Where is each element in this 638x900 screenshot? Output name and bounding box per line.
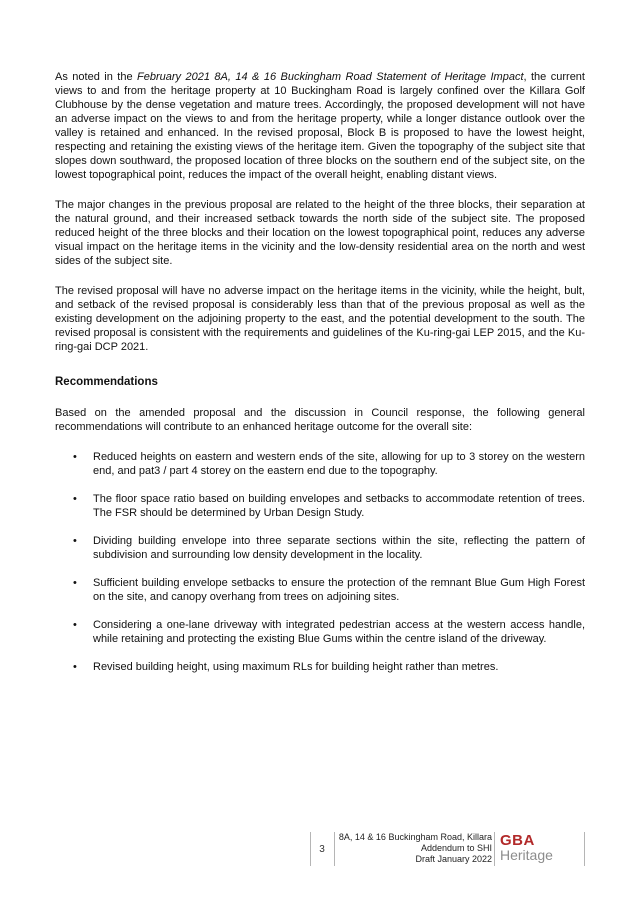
- paragraph-views-text: , the current views to and from the heritage property at 10 Buckingham Road is largely confined over the Killara Golf Clubhouse by the dense vegetation and mature trees. Accordingly, the proposed development will not have an adverse impact on the views to and from the heritage property, while a longer distance outlook over the valley is retained and enhanced. In the revised proposal, Block B is proposed to have the lowest height, respecting and retaining the existing views of the heritage item. Given the topography of the subject site that slopes down southward, the proposed location of three blocks on the southern end of the subject site, on the lowest topographical point, reduces the impact of the overall height, enabling distant views.: [55, 71, 585, 181]
- recommendation-item: [55, 576, 585, 604]
- footer-document-info: [339, 832, 492, 865]
- paragraph-views: [55, 70, 585, 182]
- page-footer: [310, 832, 590, 868]
- recommendation-item: [55, 492, 585, 520]
- recommendation-text: The floor space ratio based on building envelopes and setbacks to accommodate retention of trees. The FSR should be determined by Urban Design Study.: [93, 493, 585, 519]
- recommendation-item: [55, 660, 585, 674]
- recommendations-intro: Based on the amended proposal and the discussion in Council response, the following general recommendations will contribute to an enhanced heritage outcome for the overall site:: [55, 407, 585, 433]
- paragraph-revised-proposal: The revised proposal will have no adverse impact on the heritage items in the vicinity, while the height, bult, and setback of the revised proposal is considerably less than that of the previous proposal as well as the existing development on the adjoining property to the east, and the potential development to the south. The revised proposal is consistent with the requirements and guidelines of the Ku-ring-gai LEP 2015, and the Ku-ring-gai DCP 2021.: [55, 285, 585, 353]
- recommendation-text: Considering a one-lane driveway with integrated pedestrian access at the western access handle, while retaining and protecting the existing Blue Gums within the centre island of the driveway.: [93, 619, 585, 645]
- gba-heritage-logo: [500, 833, 553, 863]
- paragraph-views-prefix: As noted in the: [55, 71, 138, 83]
- bullet-icon: •: [73, 493, 77, 505]
- bullet-icon: •: [73, 661, 77, 673]
- report-title-reference: February 2021 8A, 14 & 16 Buckingham Road Statement of Heritage Impact: [137, 71, 524, 83]
- footer-document-type: Addendum to SHI: [420, 843, 492, 853]
- document-page: [55, 70, 585, 688]
- recommendations-list: [55, 450, 585, 674]
- recommendation-item: [55, 618, 585, 646]
- recommendation-item: [55, 534, 585, 562]
- bullet-icon: •: [73, 619, 77, 631]
- logo-heritage-text: Heritage: [500, 847, 553, 863]
- paragraph-major-changes: The major changes in the previous proposal are related to the height of the three blocks, their separation at the natural ground, and their increased setback towards the north side of the subject site. The proposed reduced height of the three blocks and their location on the lowest topographical point, reduces any adverse visual impact on the heritage items in the vicinity and the low-density residential area on the north and west sides of the subject site.: [55, 199, 585, 267]
- recommendation-text: Sufficient building envelope setbacks to ensure the protection of the remnant Blue Gum High Forest on the site, and canopy overhang from trees on adjoining sites.: [93, 577, 585, 603]
- footer-divider: [584, 832, 585, 866]
- footer-divider: [334, 832, 335, 866]
- bullet-icon: •: [73, 451, 77, 463]
- recommendations-heading: Recommendations: [55, 376, 158, 388]
- logo-gba-text: GBA: [500, 832, 535, 849]
- footer-draft-date: Draft January 2022: [415, 854, 492, 864]
- recommendation-item: [55, 450, 585, 478]
- recommendation-text: Reduced heights on eastern and western ends of the site, allowing for up to 3 storey on the western end, and pat3 / part 4 storey on the eastern end due to the topography.: [93, 451, 585, 477]
- bullet-icon: •: [73, 535, 77, 547]
- footer-divider: [494, 832, 495, 866]
- footer-project-address: 8A, 14 & 16 Buckingham Road, Killara: [338, 832, 492, 842]
- bullet-icon: •: [73, 577, 77, 589]
- recommendation-text: Dividing building envelope into three separate sections within the site, reflecting the pattern of subdivision and surrounding low density development in the locality.: [93, 535, 585, 561]
- recommendation-text: Revised building height, using maximum RLs for building height rather than metres.: [93, 661, 499, 673]
- page-number: 3: [319, 844, 325, 855]
